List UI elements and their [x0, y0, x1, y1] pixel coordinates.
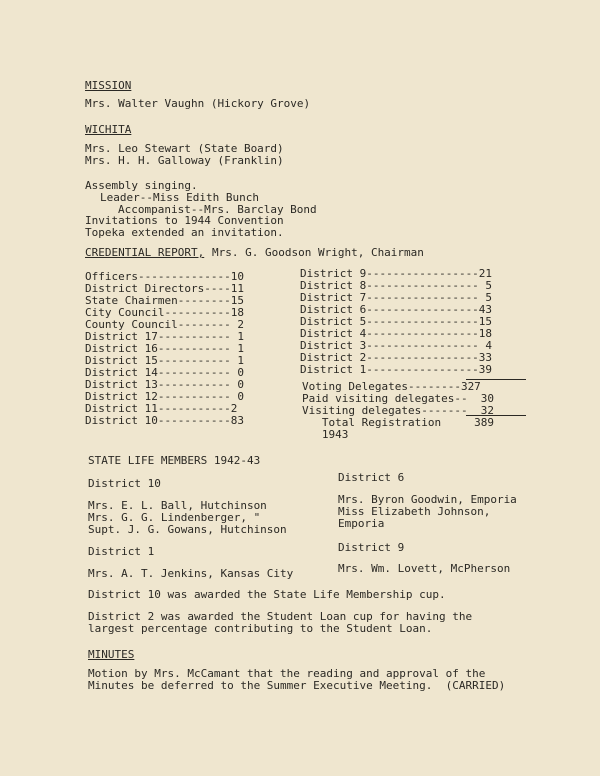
district6-heading: District 6 — [338, 471, 405, 484]
district10-member: Mrs. E. L. Ball, Hutchinson — [88, 499, 267, 512]
credential-left-row: State Chairmen--------15 — [85, 294, 244, 307]
award-line: largest percentage contributing to the Student Loan. — [88, 622, 433, 635]
credential-total-row: Paid visiting delegates-- 30 — [302, 392, 495, 405]
credential-right-row: District 3----------------- 4 — [300, 339, 493, 352]
wichita-heading: WICHITA — [85, 123, 132, 136]
district6-member: Mrs. Byron Goodwin, Emporia — [338, 493, 517, 506]
credential-left-row: District 10-----------83 — [85, 414, 244, 427]
credential-right-row: District 8----------------- 5 — [300, 279, 493, 292]
credential-right-row: District 4-----------------18 — [300, 327, 493, 340]
credential-chair: Mrs. G. Goodson Wright, Chairman — [212, 246, 424, 259]
district9-member: Mrs. Wm. Lovett, McPherson — [338, 562, 511, 575]
district1-member: Mrs. A. T. Jenkins, Kansas City — [88, 567, 294, 580]
assembly-line: Accompanist--Mrs. Barclay Bond — [118, 203, 317, 216]
credential-left-row: District 12----------- 0 — [85, 390, 244, 403]
credential-total-row: Total Registration 389 — [302, 416, 495, 429]
credential-total-row: Voting Delegates--------327 — [302, 380, 481, 393]
district10-member: Supt. J. G. Gowans, Hutchinson — [88, 523, 287, 536]
credential-left-row: City Council----------18 — [85, 306, 244, 319]
district6-member: Emporia — [338, 517, 385, 530]
credential-right-row: District 2-----------------33 — [300, 351, 493, 364]
minutes-line: Motion by Mrs. McCamant that the reading and approval of the — [88, 667, 486, 680]
minutes-heading: MINUTES — [88, 648, 135, 661]
life-members-heading: STATE LIFE MEMBERS 1942-43 — [88, 454, 261, 467]
credential-left-row: District 11-----------2 — [85, 402, 238, 415]
credential-left-row: District 13----------- 0 — [85, 378, 244, 391]
credential-left-row: Officers--------------10 — [85, 270, 244, 283]
district1-heading: District 1 — [88, 545, 155, 558]
mission-heading: MISSION — [85, 79, 132, 92]
district10-heading: District 10 — [88, 477, 161, 490]
credential-left-row: District 15----------- 1 — [85, 354, 244, 367]
credential-right-row: District 5-----------------15 — [300, 315, 493, 328]
district9-heading: District 9 — [338, 541, 405, 554]
credential-right-row: District 1-----------------39 — [300, 363, 493, 376]
credential-heading: CREDENTIAL REPORT, — [85, 246, 205, 259]
award-line: District 2 was awarded the Student Loan cup for having the — [88, 610, 473, 623]
credential-right-row: District 6-----------------43 — [300, 303, 493, 316]
credential-right-row: District 7----------------- 5 — [300, 291, 493, 304]
credential-total-row: 1943 — [302, 428, 349, 441]
assembly-line: Topeka extended an invitation. — [85, 226, 284, 239]
minutes-line: Minutes be deferred to the Summer Executive Meeting. (CARRIED) — [88, 679, 506, 692]
award-line: District 10 was awarded the State Life Membership cup. — [88, 588, 446, 601]
assembly-line: Invitations to 1944 Convention — [85, 214, 284, 227]
wichita-line: Mrs. Leo Stewart (State Board) — [85, 142, 284, 155]
district10-member: Mrs. G. G. Lindenberger, " — [88, 511, 261, 524]
credential-left-row: District 14----------- 0 — [85, 366, 244, 379]
assembly-line: Leader--Miss Edith Bunch — [100, 191, 259, 204]
credential-left-row: District 17----------- 1 — [85, 330, 244, 343]
credential-left-row: County Council-------- 2 — [85, 318, 244, 331]
credential-total-row: Visiting delegates------- 32 — [302, 404, 495, 417]
assembly-line: Assembly singing. — [85, 179, 198, 192]
district6-member: Miss Elizabeth Johnson, — [338, 505, 491, 518]
mission-line: Mrs. Walter Vaughn (Hickory Grove) — [85, 97, 311, 110]
credential-left-row: District 16----------- 1 — [85, 342, 244, 355]
credential-right-row: District 9-----------------21 — [300, 267, 493, 280]
credential-left-row: District Directors----11 — [85, 282, 244, 295]
wichita-line: Mrs. H. H. Galloway (Franklin) — [85, 154, 284, 167]
